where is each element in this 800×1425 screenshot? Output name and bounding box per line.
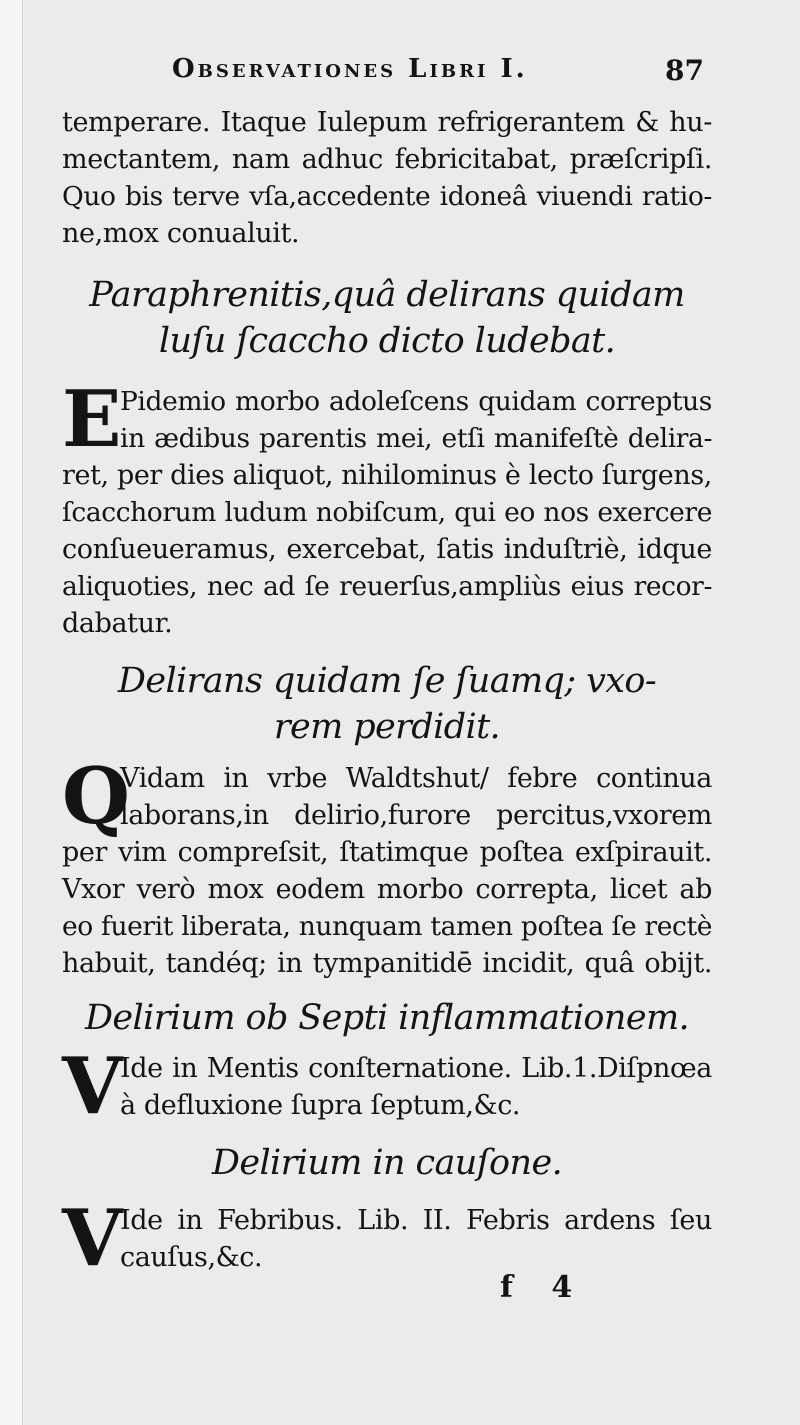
text-line: cauſus,&c. [120, 1242, 263, 1273]
text-line: Quo bis terve vſa,accedente idoneâ viuendi ratio- [62, 181, 712, 212]
text-line: Vidam in vrbe Waldtshut/ febre continua [120, 763, 712, 794]
heading-line: Paraphrenitis,quâ delirans quidam [89, 275, 685, 315]
text-line: conſueueramus, exercebat, ſatis induſtriè, idque [62, 534, 712, 565]
text-line: habuit, tandéq; in tympanitidē incidit, quâ obijt. [62, 948, 712, 979]
drop-cap: E [62, 374, 122, 465]
text-line: ret, per dies aliquot, nihilominus è lecto ſurgens, [62, 460, 712, 491]
page-number: 87 [665, 54, 704, 87]
continuation-paragraph [62, 104, 712, 252]
text-line: per vim compreſsit, ſtatimque poſtea exſpirauit. [62, 837, 712, 868]
text-line: Pidemio morbo adoleſcens quidam correptus [120, 386, 712, 417]
section-paragraph [62, 1041, 712, 1132]
text-line: in ædibus parentis mei, etſi manifeſtè delira- [120, 423, 712, 454]
drop-cap: V [62, 1193, 123, 1284]
text-line: ſcacchorum ludum nobiſcum, qui eo nos exercere [62, 497, 712, 528]
page-margin [0, 0, 23, 1425]
heading-line: Delirium in cauſone. [211, 1143, 563, 1183]
text-line: dabatur. [62, 608, 173, 639]
section-paragraph [62, 751, 712, 982]
section-heading [62, 995, 712, 1041]
running-header [60, 52, 710, 92]
text-line: aliquoties, nec ad ſe reuerſus,ampliùs eius recor- [62, 571, 712, 602]
text-line: à defluxione ſupra ſeptum,&c. [120, 1090, 521, 1121]
heading-line: Delirium ob Septi inflammationem. [84, 998, 690, 1038]
text-line: Ide in Febribus. Lib. II. Febris ardens ſeu [120, 1205, 712, 1236]
text-line: laborans,in delirio,furore percitus,vxorem [120, 800, 712, 831]
text-line: Vxor verò mox eodem morbo correpta, licet ab [62, 874, 712, 905]
signature-mark: f 4 [500, 1270, 587, 1305]
section-paragraph [62, 1193, 712, 1284]
heading-line: rem perdidit. [273, 707, 501, 747]
drop-cap: V [62, 1041, 123, 1132]
drop-cap: Q [62, 751, 130, 842]
section-heading [62, 272, 712, 364]
text-line: ne,mox conualuit. [62, 218, 300, 249]
section-heading [62, 1140, 712, 1186]
running-title: Observationes Libri I. [172, 54, 528, 84]
text-line: eo fuerit liberata, nunquam tamen poſtea ſe rectè [62, 911, 712, 942]
text-line: temperare. Itaque Iulepum refrigerantem & hu- [62, 107, 712, 138]
heading-line: luſu ſcaccho dicto ludebat. [158, 321, 616, 361]
text-line: mectantem, nam adhuc febricitabat, præſcripſi. [62, 144, 712, 175]
section-heading [62, 658, 712, 750]
heading-line: Delirans quidam ſe ſuamq; vxo- [117, 661, 657, 701]
text-line: Ide in Mentis conſternatione. Lib.1.Diſpnœa [120, 1053, 712, 1084]
section-paragraph [62, 374, 712, 642]
